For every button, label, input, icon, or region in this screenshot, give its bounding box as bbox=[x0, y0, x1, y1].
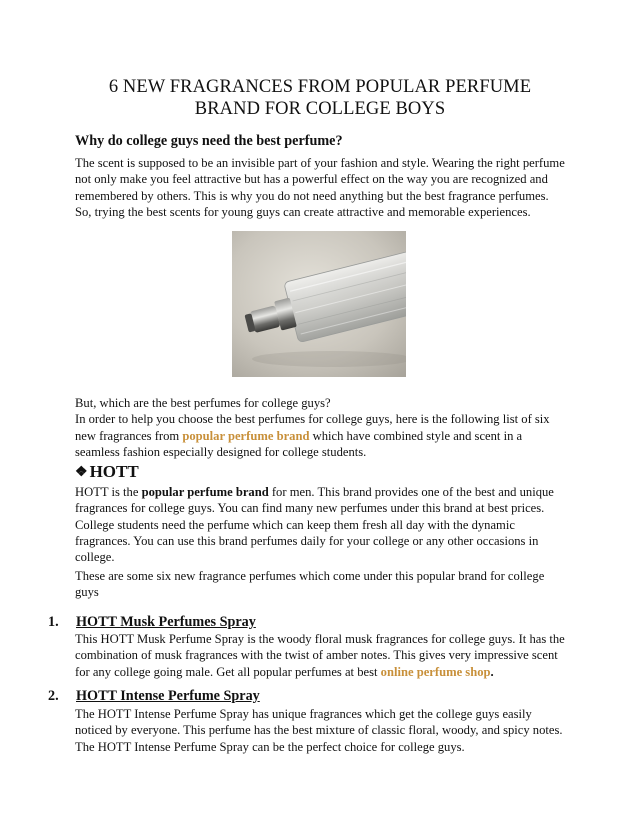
text-run: new fragrances from bbox=[75, 428, 183, 443]
perfume-bottle-photo bbox=[232, 231, 406, 377]
paragraph-line: combination of musk fragrances with the twist of amber notes. This gives very impressive scent bbox=[75, 648, 558, 663]
paragraph-line: fragrances. You can use this brand perfumes daily for your college or any other occasions in bbox=[75, 533, 539, 548]
item-1-paragraph bbox=[75, 631, 585, 680]
item-heading-1 bbox=[48, 614, 256, 631]
paragraph-line: college. bbox=[75, 550, 115, 565]
item-number: 2. bbox=[48, 688, 59, 704]
page-title bbox=[60, 76, 580, 120]
paragraph-line: These are some six new fragrance perfumes which come under this popular brand for college bbox=[75, 569, 545, 583]
hott-heading-text: HOTT bbox=[89, 462, 139, 481]
paragraph-line: not only make you feel attractive but has a powerful effect on the way you are recognized and bbox=[75, 172, 548, 187]
text-run: HOTT is the bbox=[75, 485, 142, 499]
paragraph-line: This HOTT Musk Perfume Spray is the woody floral musk fragrances for college guys. It has the bbox=[75, 632, 565, 646]
paragraph-line: The HOTT Intense Perfume Spray can be the perfect choice for college guys. bbox=[75, 739, 465, 754]
paragraph-line: In order to help you choose the best perfumes for college guys, here is the following list of six bbox=[75, 412, 550, 427]
popular-perfume-brand-link[interactable]: popular perfume brand bbox=[182, 428, 310, 443]
paragraph-line: The HOTT Intense Perfume Spray has unique fragrances which get the college guys easily bbox=[75, 707, 532, 721]
text-run: for any college going male. Get all popular perfumes at best bbox=[75, 664, 381, 679]
intro-paragraph bbox=[75, 395, 575, 460]
item-title: HOTT Intense Perfume Spray bbox=[76, 688, 260, 704]
item-title: HOTT Musk Perfumes Spray bbox=[76, 614, 256, 630]
paragraph-line bbox=[75, 664, 585, 680]
title-line-1: 6 NEW FRAGRANCES FROM POPULAR PERFUME bbox=[108, 77, 532, 97]
hott-closing-paragraph bbox=[75, 568, 575, 601]
bold-brand-text: popular perfume brand bbox=[141, 485, 269, 499]
paragraph-line bbox=[75, 484, 575, 500]
paragraph-line: seamless fashion especially designed for college students. bbox=[75, 444, 367, 459]
paragraph-line: But, which are the best perfumes for college guys? bbox=[75, 396, 331, 410]
text-run: . bbox=[490, 664, 494, 679]
paragraph-line: So, trying the best scents for young guys can create attractive and memorable experiences. bbox=[75, 204, 531, 219]
hott-paragraph bbox=[75, 484, 575, 565]
text-run: which have combined style and scent in a bbox=[309, 428, 523, 443]
title-line-2: BRAND FOR COLLEGE BOYS bbox=[194, 99, 446, 119]
diamond-bullet-icon: ❖ bbox=[75, 465, 88, 480]
paragraph-line: remembered by others. This is why you do not need anything but the best fragrance perfumes. bbox=[75, 188, 549, 203]
section-heading-why: Why do college guys need the best perfume? bbox=[75, 133, 343, 149]
online-perfume-shop-link[interactable]: online perfume shop bbox=[380, 664, 491, 679]
hott-heading bbox=[75, 462, 139, 482]
item-number: 1. bbox=[48, 614, 59, 630]
item-2-paragraph bbox=[75, 706, 585, 755]
paragraph-line: fragrances for college guys. You can find many new perfumes under this brand at best prices. bbox=[75, 501, 545, 516]
paragraph-line: The scent is supposed to be an invisible part of your fashion and style. Wearing the right perfume bbox=[75, 156, 565, 170]
section-why-paragraph bbox=[75, 155, 575, 220]
item-heading-2 bbox=[48, 688, 260, 705]
paragraph-line bbox=[75, 428, 575, 444]
paragraph-line: noticed by everyone. This perfume has the best mixture of classic floral, woody, and spicy notes. bbox=[75, 723, 563, 738]
paragraph-line: College students need the perfume which can keep them fresh all day with the dynamic bbox=[75, 517, 515, 532]
text-run: for men. This brand provides one of the best and unique bbox=[268, 485, 554, 499]
paragraph-line: guys bbox=[75, 585, 99, 600]
